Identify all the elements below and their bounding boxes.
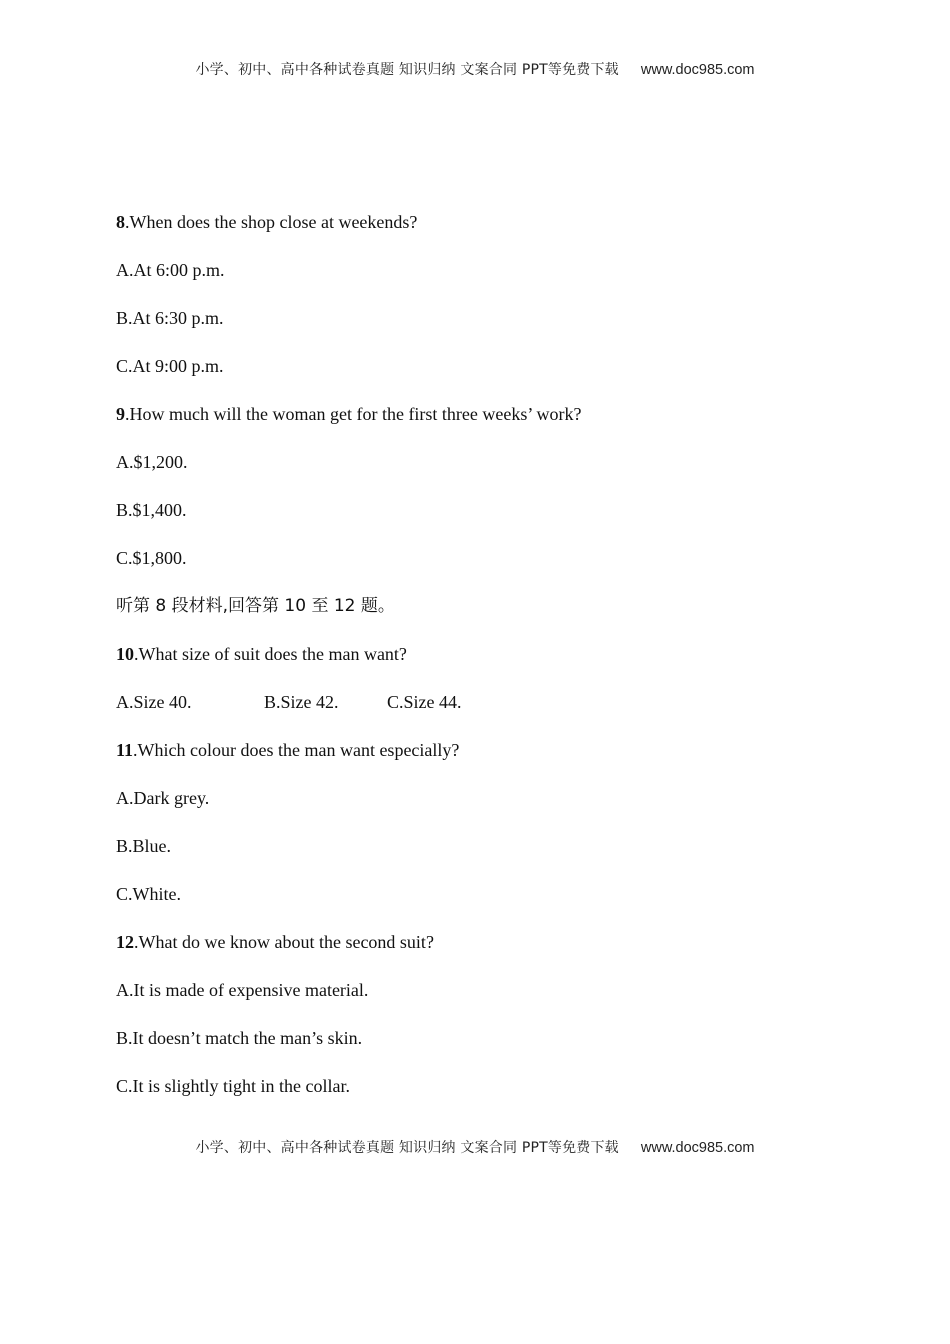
option-11a: A.Dark grey. <box>116 788 210 808</box>
question-text: .How much will the woman get for the first three weeks’ work? <box>125 404 582 424</box>
question-text: .When does the shop close at weekends? <box>125 212 418 232</box>
page-header <box>0 59 950 79</box>
option-10b: B.Size 42. <box>264 692 339 712</box>
option-10c: C.Size 44. <box>387 692 462 712</box>
question-text: .What size of suit does the man want? <box>134 644 407 664</box>
option-8a: A.At 6:00 p.m. <box>116 260 225 280</box>
page-footer <box>0 1137 950 1157</box>
header-site-link[interactable]: www.doc985.com <box>640 62 755 78</box>
option-11b: B.Blue. <box>116 836 172 856</box>
footer-text: 小学、初中、高中各种试卷真题 知识归纳 文案合同 PPT等免费下载 <box>195 1140 619 1156</box>
question-number: 11 <box>116 740 134 760</box>
document-body <box>116 208 876 1120</box>
option-9b: B.$1,400. <box>116 500 187 520</box>
question-text: .Which colour does the man want especially? <box>133 740 460 760</box>
question-number: 9 <box>116 404 125 424</box>
option-9c: C.$1,800. <box>116 548 187 568</box>
question-11 <box>116 736 876 784</box>
option-12a: A.It is made of expensive material. <box>116 980 369 1000</box>
option-12b: B.It doesn’t match the man’s skin. <box>116 1028 363 1048</box>
question-12 <box>116 928 876 976</box>
question-text: .What do we know about the second suit? <box>134 932 434 952</box>
option-12c: C.It is slightly tight in the collar. <box>116 1076 350 1096</box>
question-number: 10 <box>116 644 134 664</box>
options-10 <box>116 688 876 736</box>
question-8 <box>116 208 876 256</box>
question-number: 8 <box>116 212 125 232</box>
option-8b: B.At 6:30 p.m. <box>116 308 224 328</box>
option-9a: A.$1,200. <box>116 452 188 472</box>
footer-site-link[interactable]: www.doc985.com <box>640 1140 755 1156</box>
section-instruction: 听第 8 段材料,回答第 10 至 12 题。 <box>116 596 395 616</box>
option-11c: C.White. <box>116 884 181 904</box>
option-8c: C.At 9:00 p.m. <box>116 356 224 376</box>
question-number: 12 <box>116 932 134 952</box>
question-9 <box>116 400 876 448</box>
question-10 <box>116 640 876 688</box>
option-10a: A.Size 40. <box>116 692 192 712</box>
header-text: 小学、初中、高中各种试卷真题 知识归纳 文案合同 PPT等免费下载 <box>195 62 619 78</box>
